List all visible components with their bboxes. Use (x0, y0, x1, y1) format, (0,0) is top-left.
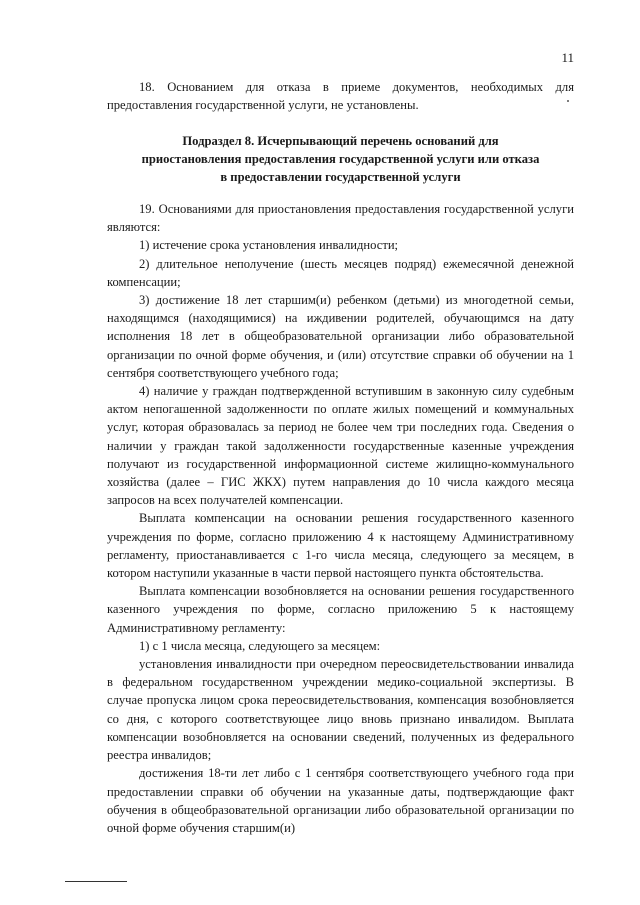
heading-line-1: Подраздел 8. Исчерпывающий перечень оснований для (182, 134, 499, 148)
footnote-rule (65, 881, 127, 882)
paragraph-resumption: Выплата компенсации возобновляется на основании решения государственного казенного учреждения по форме, согласно приложению 5 к настоящему Административному регламенту: (107, 584, 574, 635)
paragraph-18-block (107, 78, 574, 114)
paragraph-18: 18. Основанием для отказа в приеме документов, необходимых для предоставления государственной услуги, не установлены. (107, 80, 574, 113)
page-number: 11 (561, 50, 574, 65)
heading-line-3: в предоставлении государственной услуги (220, 170, 461, 185)
resumption-age-18: достижения 18-ти лет либо с 1 сентября соответствующего учебного года при предоставлении справки об обучении на указанные даты, подтверждающие факт обучения в общеобразовательной организации либо образовательной организации по очной форме обучения старшим(и) (107, 766, 574, 835)
document-page (107, 0, 574, 905)
list-item-3: 3) достижение 18 лет старшим(и) ребенком (детьми) из многодетной семьи, находящимся (находящимися) на иждивении родителей, обучающимся на дату исполнения 18 лет в общеобразовательной организации либо образовательной организации по очной форме обучения, и (или) отсутствие справки об обучении на 1 сентября соответствующего учебного года; (107, 293, 574, 380)
paragraph-suspension: Выплата компенсации на основании решения государственного казенного учреждения по форме, согласно приложению 4 к настоящему Административному регламенту, приостанавливается с 1-го числа месяца, следующего за месяцем, в котором наступили указанные в части первой настоящего пункта обстоятельства. (107, 511, 574, 581)
main-text (107, 200, 574, 837)
list-item-1: 1) истечение срока установления инвалидности; (139, 238, 399, 253)
resumption-item-1: 1) с 1 числа месяца, следующего за месяцем: (139, 638, 381, 653)
list-item-4: 4) наличие у граждан подтвержденной вступившим в законную силу судебным актом непогашенной задолженности по оплате жилых помещений и коммунальных услуг, которая образовалась за период не более чем три последних года. Сведения о наличии у граждан такой задолженности государственные казенные учреждения получают из государственной информационной системе жилищно-коммунального хозяйства (далее – ГИС ЖКХ) путем направления до 10 числа каждого месяца запросов на всех получателей компенсации. (107, 384, 574, 508)
paragraph-19: 19. Основаниями для приостановления предоставления государственной услуги являются: (107, 202, 574, 235)
resumption-disability: установления инвалидности при очередном переосвидетельствовании инвалида в федеральном государственном учреждении медико-социальной экспертизы. В случае пропуска лицом срока переосвидетельствования, компенсация возобновляется со дня, с которого соответствующее лицо вновь признано инвалидом. Выплата компенсации возобновляется на основании сведений, полученных из федерального реестра инвалидов; (107, 657, 574, 763)
subsection-heading (107, 132, 574, 187)
list-item-2: 2) длительное неполучение (шесть месяцев подряд) ежемесячной денежной компенсации; (107, 256, 574, 289)
heading-line-2: приостановления предоставления государственной услуги или отказа (141, 152, 540, 167)
scan-speck (567, 100, 569, 102)
